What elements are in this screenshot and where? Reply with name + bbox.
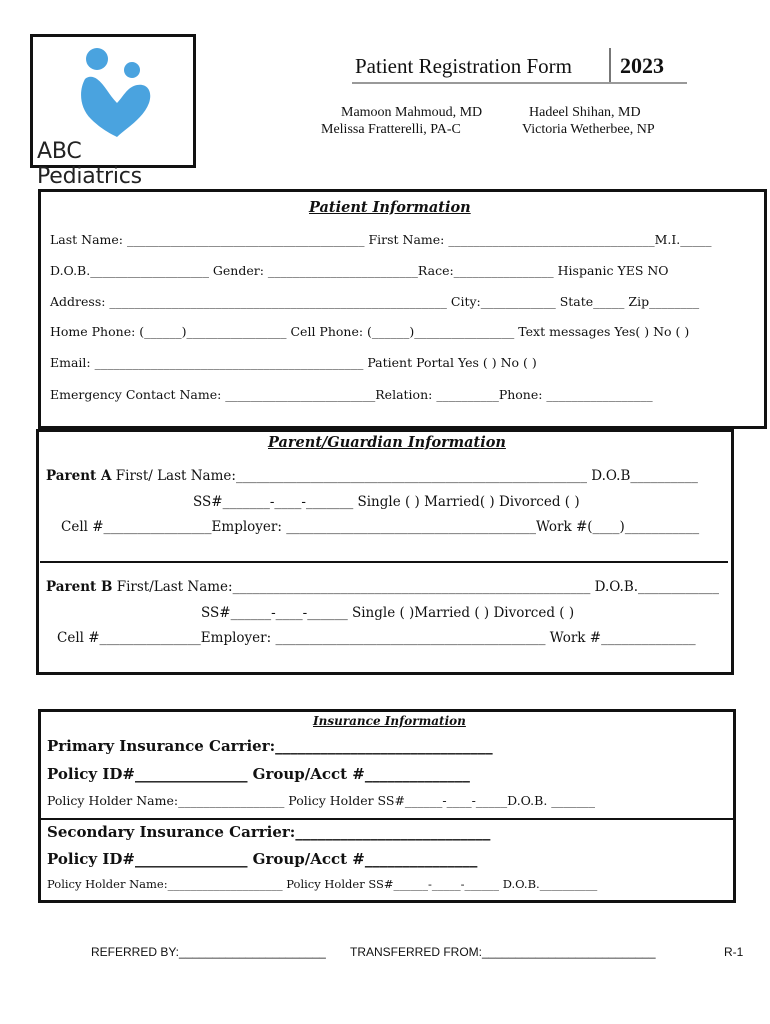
parent-divider [40, 561, 728, 563]
form-code: R-1 [724, 945, 744, 959]
doctor-name: Hadeel Shihan, MD [529, 105, 641, 120]
secondary-carrier-line[interactable]: Secondary Insurance Carrier:__________________________ [47, 823, 491, 841]
parent-a-name-field[interactable]: First/ Last Name:____________________________________________________ D.O.B__________ [111, 468, 698, 484]
parent-b-name-field[interactable]: First/Last Name:_____________________________________________________ D.O.B.____________ [112, 579, 720, 595]
parent-b-ss-line[interactable]: SS#______-____-______ Single ( )Married ( ) Divorced ( ) [201, 605, 575, 621]
parent-a-name-line[interactable] [46, 468, 698, 484]
parent-section-title: Parent/Guardian Information [268, 434, 506, 451]
doctor-name: Mamoon Mahmoud, MD [341, 105, 483, 120]
referred-by-field[interactable]: REFERRED BY:______________________ [91, 945, 326, 959]
patient-section-title: Patient Information [309, 199, 471, 216]
primary-holder-line[interactable]: Policy Holder Name:_________________ Policy Holder SS#______-____-_____D.O.B. _______ [47, 793, 596, 808]
doctor-name: Victoria Wetherbee, NP [522, 122, 655, 137]
parent-b-cell-line[interactable]: Cell #_______________Employer: ________________________________________ Work #______________ [57, 630, 696, 646]
insurance-divider [41, 818, 733, 820]
parent-a-cell-line[interactable]: Cell #________________Employer: _____________________________________Work #(____)___________ [61, 519, 700, 535]
primary-policy-line[interactable]: Policy ID#_______________ Group/Acct #______________ [47, 765, 470, 783]
logo [30, 34, 196, 189]
insurance-section-title: Insurance Information [313, 714, 466, 728]
patient-name-line[interactable]: Last Name: ______________________________________ First Name: _________________________________M.I._____ [50, 232, 712, 247]
logo-text: ABC Pediatrics [37, 139, 142, 189]
form-year: 2023 [620, 53, 664, 78]
transferred-from-field[interactable]: TRANSFERRED FROM:__________________________ [350, 945, 656, 959]
patient-dob-line[interactable]: D.O.B.___________________ Gender: ________________________Race:________________ Hispanic YES NO [50, 263, 669, 278]
secondary-holder-line[interactable]: Policy Holder Name:____________________ Policy Holder SS#______-_____-______ D.O.B.__________ [47, 877, 598, 891]
patient-emergency-line[interactable]: Emergency Contact Name: ________________________Relation: __________Phone: _________________ [50, 387, 653, 402]
patient-email-line[interactable]: Email: ___________________________________________ Patient Portal Yes ( ) No ( ) [50, 355, 537, 370]
primary-carrier-line[interactable]: Primary Insurance Carrier:_____________________________ [47, 737, 493, 755]
parent-a-ss-line[interactable]: SS#_______-____-_______ Single ( ) Married( ) Divorced ( ) [193, 494, 580, 510]
secondary-policy-line[interactable]: Policy ID#_______________ Group/Acct #_______________ [47, 850, 478, 868]
title-underline [352, 82, 687, 84]
patient-address-line[interactable]: Address: ______________________________________________________ City:____________ State_____ Zip________ [50, 294, 700, 309]
title-divider [609, 48, 611, 82]
parent-a-label: Parent A [46, 468, 112, 484]
logo-figures-icon [77, 45, 157, 137]
parent-b-name-line[interactable] [46, 579, 719, 595]
form-title: Patient Registration Form [355, 54, 572, 78]
parent-b-label: Parent B [46, 579, 113, 595]
doctor-name: Melissa Fratterelli, PA-C [321, 122, 461, 137]
patient-phone-line[interactable]: Home Phone: (______)________________ Cell Phone: (______)________________ Text messages Yes( ) No ( ) [50, 324, 690, 339]
